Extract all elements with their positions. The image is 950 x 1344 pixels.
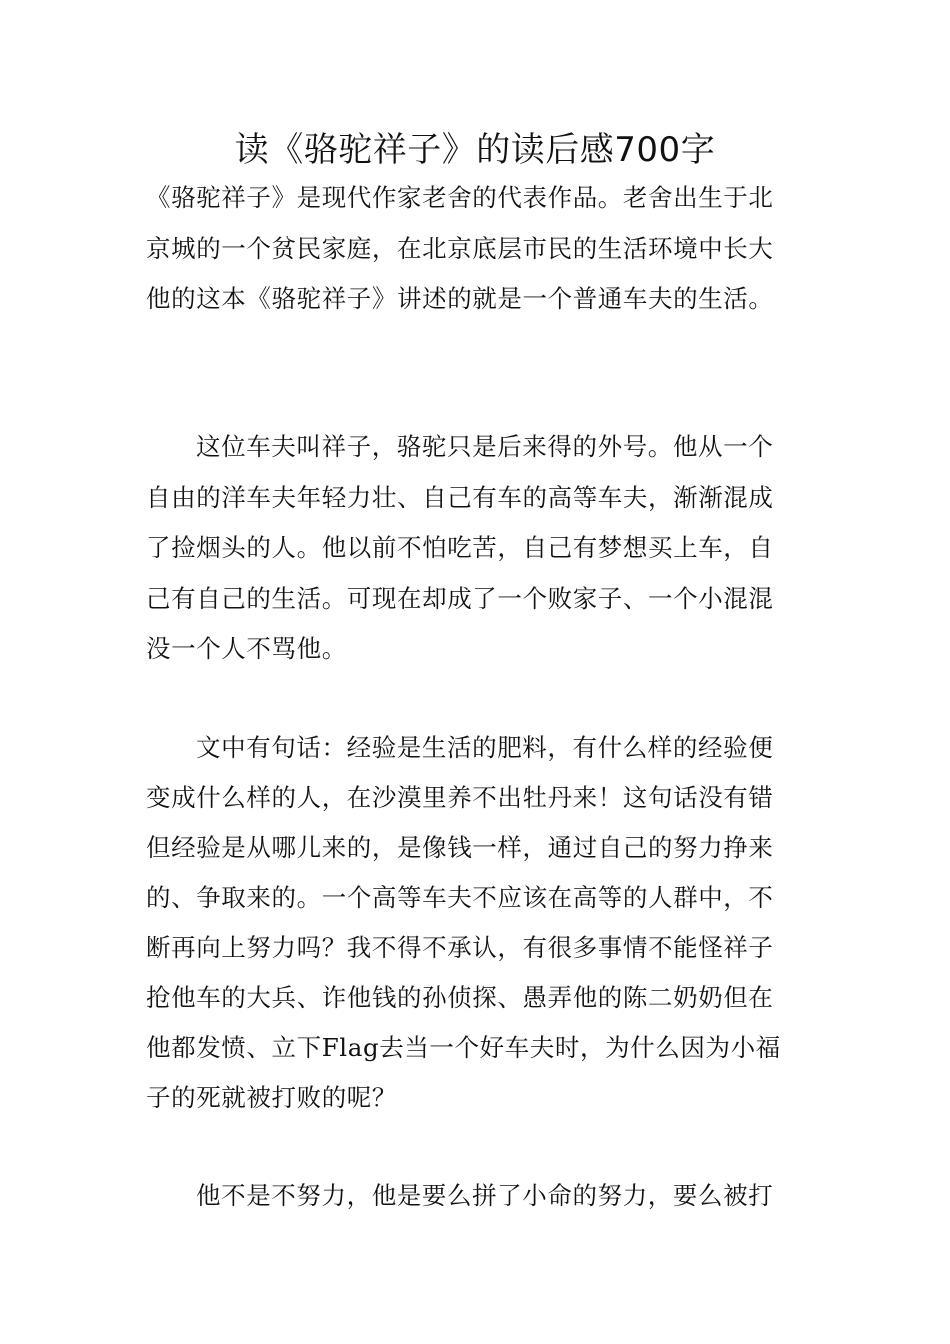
paragraph-2-line-1: 这位车夫叫祥子，骆驼只是后来得的外号。他从一个: [196, 432, 774, 461]
paragraph-1-line-3: 他的这本《骆驼祥子》讲述的就是一个普通车夫的生活。: [146, 284, 774, 313]
paragraph-3-line-3: 但经验是从哪儿来的，是像钱一样，通过自己的努力挣来: [146, 833, 774, 862]
document-title: 读《骆驼祥子》的读后感700字: [234, 130, 716, 170]
paragraph-3-line-2: 变成什么样的人，在沙漠里养不出牡丹来！这句话没有错: [146, 783, 774, 812]
paragraph-3-line-5: 断再向上努力吗？我不得不承认，有很多事情不能怪祥子: [146, 933, 774, 962]
paragraph-2-line-2: 自由的洋车夫年轻力壮、自己有车的高等车夫，渐渐混成: [146, 483, 774, 512]
paragraph-3-line-7: 他都发愤、立下Flag去当一个好车夫时，为什么因为小福: [146, 1033, 781, 1062]
paragraph-2-line-3: 了捡烟头的人。他以前不怕吃苦，自己有梦想买上车，自: [146, 533, 774, 562]
paragraph-3-line-8: 子的死就被打败的呢？: [146, 1083, 397, 1112]
paragraph-2-line-4: 己有自己的生活。可现在却成了一个败家子、一个小混混: [146, 584, 774, 613]
paragraph-3-line-4: 的、争取来的。一个高等车夫不应该在高等的人群中，不: [146, 883, 774, 912]
paragraph-3-line-6: 抢他车的大兵、诈他钱的孙侦探、愚弄他的陈二奶奶但在: [146, 983, 774, 1012]
paragraph-3-line-1: 文中有句话：经验是生活的肥料，有什么样的经验便: [196, 733, 774, 762]
paragraph-1-line-2: 京城的一个贫民家庭，在北京底层市民的生活环境中长大: [146, 234, 774, 263]
paragraph-2-line-5: 没一个人不骂他。: [146, 634, 347, 663]
paragraph-4-line-1: 他不是不努力，他是要么拼了小命的努力，要么被打: [196, 1181, 774, 1210]
paragraph-1-line-1: 《骆驼祥子》是现代作家老舍的代表作品。老舍出生于北: [146, 183, 774, 212]
